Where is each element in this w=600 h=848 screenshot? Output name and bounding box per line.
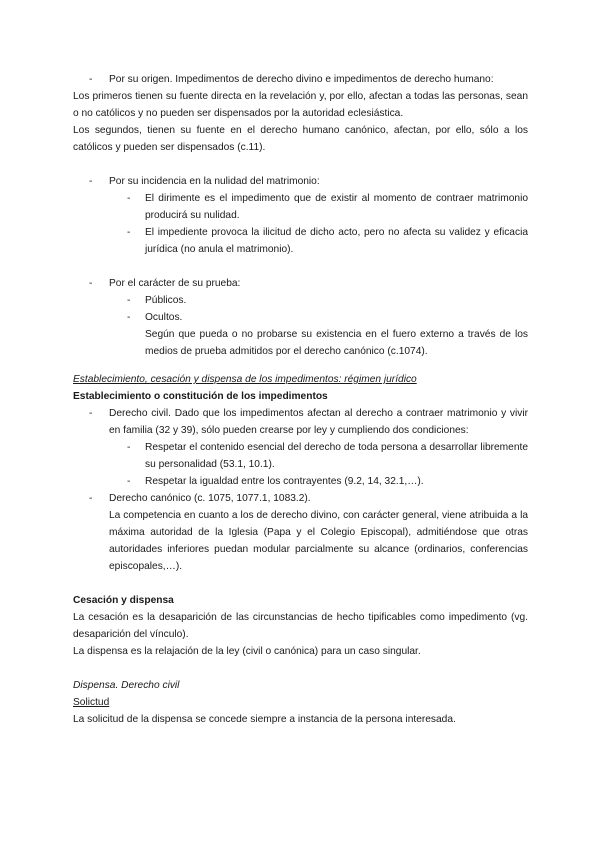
establishment-subheading: Establecimiento o constitución de los impedimentos [73, 391, 328, 402]
dispensation-subheading: Solictud [73, 697, 110, 708]
bullet-dash: - [127, 295, 131, 306]
bullet-dash: - [89, 74, 93, 85]
dirimente-text: El dirimente es el impedimento que de existir al momento de contraer matrimonio producirá su nulidad. [145, 193, 528, 221]
establishment-heading: Establecimiento, cesación y dispensa de los impedimentos: régimen jurídico [73, 374, 417, 385]
cessation-paragraph-2: La dispensa es la relajación de la ley (civil o canónica) para un caso singular. [73, 646, 421, 657]
civil-text: Derecho civil. Dado que los impedimentos afectan al derecho a contraer matrimonio y vivir en familia (32 y 39), sólo pueden crearse por ley y cumpliendo dos condiciones: [109, 408, 528, 436]
list-subitem-ocultos [73, 309, 528, 326]
cessation-paragraph-1: La cesación es la desaparición de las circunstancias de hecho tipificables como impedimento (vg. desaparición del vínculo). [73, 612, 528, 640]
bullet-dash: - [89, 493, 93, 504]
list-item-origin [73, 71, 528, 88]
bullet-dash: - [89, 408, 93, 419]
list-item-proof [73, 275, 528, 292]
civil-sub1-text: Respetar el contenido esencial del derecho de toda persona a desarrollar libremente su personalidad (53.1, 10.1). [145, 442, 528, 470]
list-subitem-dirimente [73, 190, 528, 224]
origin-item-text: Por su origen. Impedimentos de derecho divino e impedimentos de derecho humano: [109, 74, 494, 85]
civil-sub2-text: Respetar la igualdad entre los contrayentes (9.2, 14, 32.1,…). [145, 476, 424, 487]
bullet-dash: - [89, 278, 93, 289]
list-item-incidence [73, 173, 528, 190]
dispensation-heading: Dispensa. Derecho civil [73, 680, 180, 691]
origin-paragraph-1: Los primeros tienen su fuente directa en la revelación y, por ello, afectan a todas las personas, sean o no católicos y no pueden ser dispensados por la autoridad eclesiástica. [73, 91, 528, 119]
bullet-dash: - [89, 176, 93, 187]
bullet-dash: - [127, 193, 131, 204]
cessation-heading: Cesación y dispensa [73, 595, 174, 606]
bullet-dash: - [127, 476, 131, 487]
list-subitem-civil-1 [73, 439, 528, 473]
publicos-text: Públicos. [145, 295, 187, 306]
dispensation-paragraph: La solicitud de la dispensa se concede siempre a instancia de la persona interesada. [73, 714, 456, 725]
list-subitem-impediente [73, 224, 528, 258]
document-body [73, 71, 528, 728]
list-item-civil [73, 405, 528, 439]
bullet-dash: - [127, 227, 131, 238]
origin-paragraph-2: Los segundos, tienen su fuente en el derecho humano canónico, afectan, por ello, sólo a los católicos y pueden ser dispensados (c.11). [73, 125, 528, 153]
list-subitem-civil-2 [73, 473, 528, 490]
proof-note: Según que pueda o no probarse su existencia en el fuero externo a través de los medios de prueba admitidos por el derecho canónico (c.1074). [145, 329, 528, 357]
canon-note: La competencia en cuanto a los de derecho divino, con carácter general, viene atribuida a la máxima autoridad de la Iglesia (Papa y el Colegio Episcopal), admitiéndose que otras autoridades inferiores puedan modular parcialmente su alcance (ordinarios, conferencias episcopales,…). [109, 510, 528, 572]
bullet-dash: - [127, 442, 131, 453]
impediente-text: El impediente provoca la ilicitud de dicho acto, pero no afecta su validez y eficacia jurídica (no anula el matrimonio). [145, 227, 528, 255]
list-item-canon [73, 490, 528, 507]
incidence-item-text: Por su incidencia en la nulidad del matrimonio: [109, 176, 320, 187]
bullet-dash: - [127, 312, 131, 323]
list-subitem-publicos [73, 292, 528, 309]
canon-text: Derecho canónico (c. 1075, 1077.1, 1083.2). [109, 493, 311, 504]
ocultos-text: Ocultos. [145, 312, 183, 323]
proof-item-text: Por el carácter de su prueba: [109, 278, 241, 289]
